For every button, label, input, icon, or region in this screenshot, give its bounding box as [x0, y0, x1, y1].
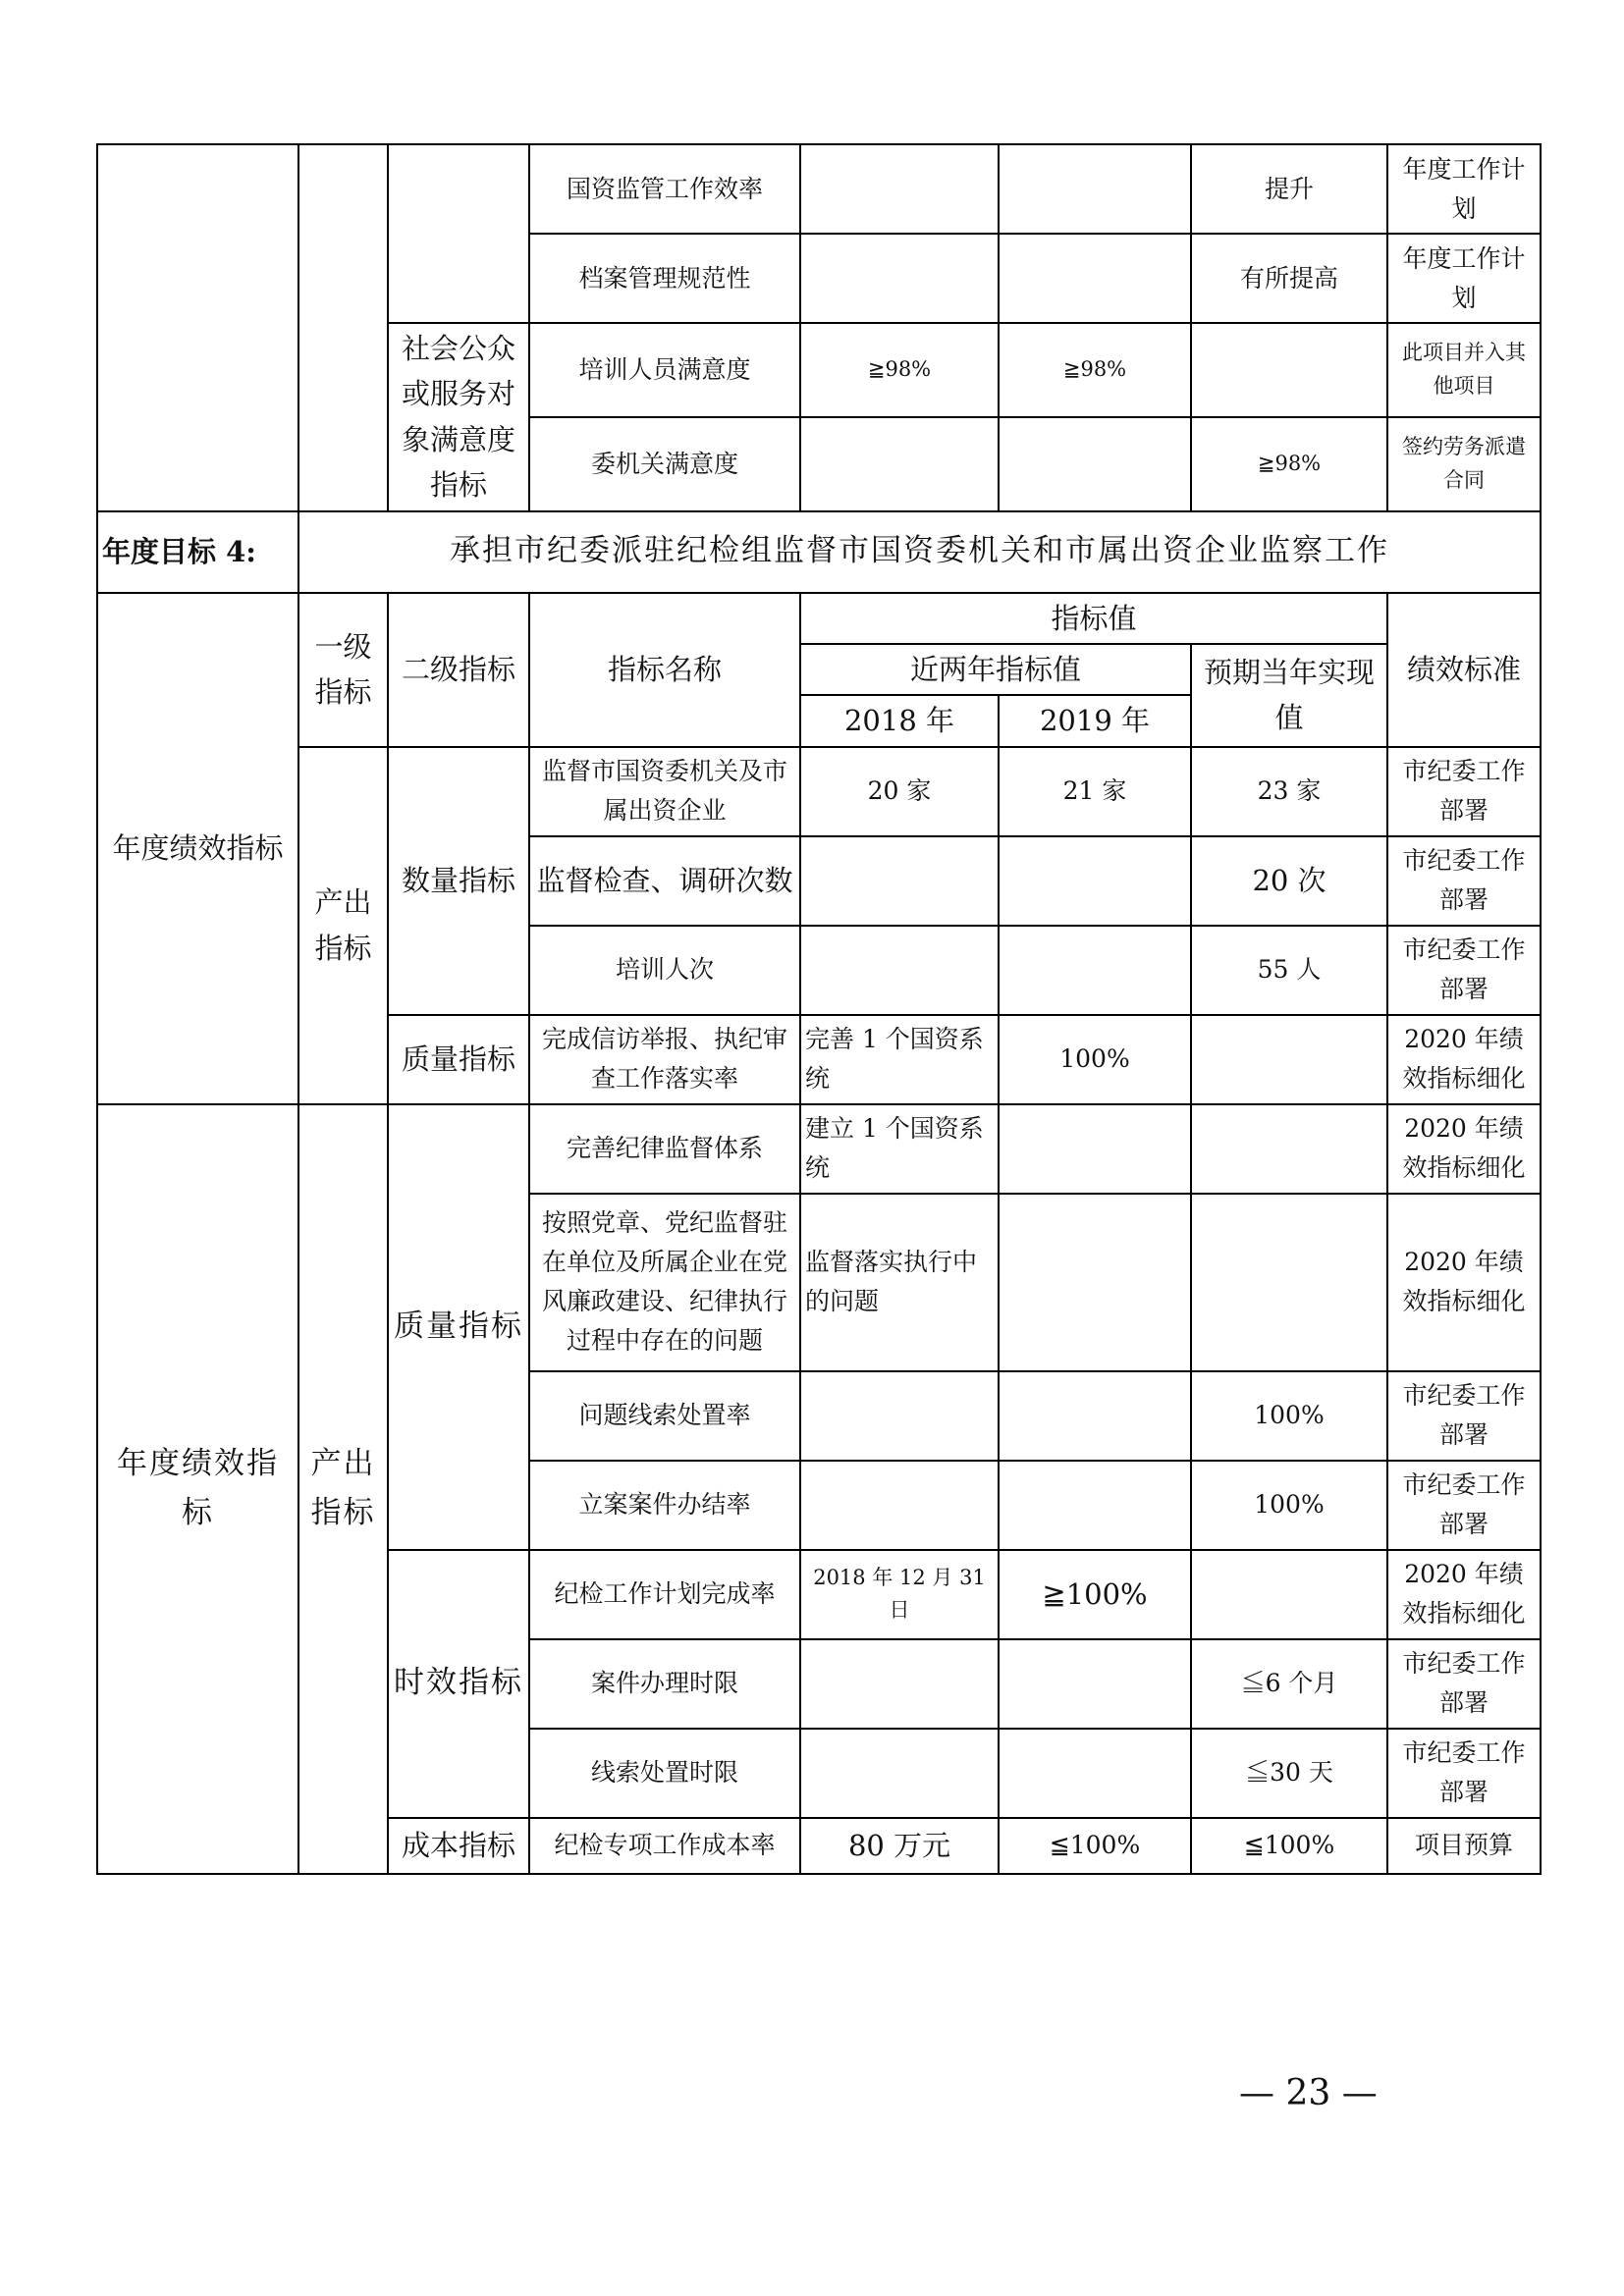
indicator-name: 委机关满意度 [529, 417, 800, 511]
empty-cell [298, 144, 388, 511]
level2-indicator: 数量指标 [388, 747, 529, 1015]
empty-cell [388, 144, 529, 323]
performance-standard: 市纪委工作部署 [1387, 926, 1541, 1015]
table-row [97, 144, 1541, 234]
value-2019 [999, 836, 1191, 926]
level1-indicator: 产出指标 [298, 747, 388, 1104]
header-level2: 二级指标 [388, 593, 529, 747]
table-row [97, 1104, 1541, 1194]
expected-value: 55 人 [1191, 926, 1387, 1015]
performance-standard: 此项目并入其他项目 [1387, 323, 1541, 417]
value-2019 [999, 1194, 1191, 1371]
expected-value [1191, 323, 1387, 417]
value-2018 [800, 417, 999, 511]
indicator-name: 纪检专项工作成本率 [529, 1818, 800, 1874]
expected-value: ≦6 个月 [1191, 1639, 1387, 1729]
performance-standard: 市纪委工作部署 [1387, 1639, 1541, 1729]
header-expected: 预期当年实现值 [1191, 644, 1387, 747]
group-label: 年度绩效指标 [97, 593, 298, 1104]
indicator-name: 监督市国资委机关及市属出资企业 [529, 747, 800, 836]
header-row [97, 593, 1541, 644]
performance-standard: 2020 年绩效指标细化 [1387, 1104, 1541, 1194]
value-2019: ≧100% [999, 1550, 1191, 1639]
indicator-name: 线索处置时限 [529, 1729, 800, 1818]
expected-value [1191, 1194, 1387, 1371]
value-2018 [800, 836, 999, 926]
value-2019 [999, 144, 1191, 234]
indicator-name: 案件办理时限 [529, 1639, 800, 1729]
value-2018 [800, 144, 999, 234]
performance-standard: 项目预算 [1387, 1818, 1541, 1874]
header-year-2018: 2018 年 [800, 695, 999, 746]
performance-standard: 2020 年绩效指标细化 [1387, 1194, 1541, 1371]
performance-standard: 市纪委工作部署 [1387, 1461, 1541, 1550]
indicator-name: 国资监管工作效率 [529, 144, 800, 234]
expected-value [1191, 1015, 1387, 1104]
indicator-name: 按照党章、党纪监督驻在单位及所属企业在党风廉政建设、纪律执行过程中存在的问题 [529, 1194, 800, 1371]
value-2019 [999, 1729, 1191, 1818]
value-2018: ≧98% [800, 323, 999, 417]
level1-indicator: 产出指标 [298, 1104, 388, 1874]
value-2019: 21 家 [999, 747, 1191, 836]
indicator-name: 问题线索处置率 [529, 1371, 800, 1461]
performance-standard: 年度工作计划 [1387, 144, 1541, 234]
page-number: — 23 — [1239, 2073, 1378, 2113]
performance-standard: 签约劳务派遣合同 [1387, 417, 1541, 511]
performance-standard: 市纪委工作部署 [1387, 747, 1541, 836]
performance-standard: 市纪委工作部署 [1387, 1371, 1541, 1461]
value-2018: 建立 1 个国资系统 [800, 1104, 999, 1194]
value-2019 [999, 926, 1191, 1015]
performance-standard: 市纪委工作部署 [1387, 1729, 1541, 1818]
goal-label: 年度目标 4: [97, 511, 298, 593]
expected-value: 100% [1191, 1461, 1387, 1550]
expected-value: ≦30 天 [1191, 1729, 1387, 1818]
level2-indicator: 质量指标 [388, 1015, 529, 1104]
value-2018 [800, 926, 999, 1015]
level2-indicator: 成本指标 [388, 1818, 529, 1874]
level2-indicator: 质量指标 [388, 1104, 529, 1550]
value-2018 [800, 1729, 999, 1818]
indicator-name: 档案管理规范性 [529, 234, 800, 323]
header-indicator-name: 指标名称 [529, 593, 800, 747]
value-2018 [800, 1639, 999, 1729]
indicator-name: 完善纪律监督体系 [529, 1104, 800, 1194]
expected-value: 20 次 [1191, 836, 1387, 926]
indicator-name: 纪检工作计划完成率 [529, 1550, 800, 1639]
value-2018 [800, 1371, 999, 1461]
table-row [97, 511, 1541, 593]
value-2018: 监督落实执行中的问题 [800, 1194, 999, 1371]
performance-indicator-table [96, 143, 1542, 1875]
empty-cell [97, 144, 298, 511]
header-year-2019: 2019 年 [999, 695, 1191, 746]
value-2019: ≧98% [999, 323, 1191, 417]
indicator-name: 监督检查、调研次数 [529, 836, 800, 926]
performance-standard: 年度工作计划 [1387, 234, 1541, 323]
value-2018 [800, 234, 999, 323]
expected-value: ≧98% [1191, 417, 1387, 511]
expected-value: 提升 [1191, 144, 1387, 234]
header-indicator-value: 指标值 [800, 593, 1387, 644]
indicator-name: 立案案件办结率 [529, 1461, 800, 1550]
goal-text: 承担市纪委派驻纪检组监督市国资委机关和市属出资企业监察工作 [298, 511, 1541, 593]
value-2019: ≦100% [999, 1818, 1191, 1874]
performance-standard: 2020 年绩效指标细化 [1387, 1550, 1541, 1639]
expected-value: ≦100% [1191, 1818, 1387, 1874]
level2-indicator: 时效指标 [388, 1550, 529, 1818]
performance-standard: 市纪委工作部署 [1387, 836, 1541, 926]
value-2019 [999, 234, 1191, 323]
value-2019 [999, 1371, 1191, 1461]
value-2018: 完善 1 个国资系统 [800, 1015, 999, 1104]
value-2018: 20 家 [800, 747, 999, 836]
expected-value [1191, 1104, 1387, 1194]
expected-value: 有所提高 [1191, 234, 1387, 323]
header-performance-standard: 绩效标准 [1387, 593, 1541, 747]
table-row [97, 747, 1541, 836]
performance-standard: 2020 年绩效指标细化 [1387, 1015, 1541, 1104]
value-2019 [999, 1461, 1191, 1550]
value-2018: 2018 年 12 月 31 日 [800, 1550, 999, 1639]
group-label: 年度绩效指标 [97, 1104, 298, 1874]
expected-value: 23 家 [1191, 747, 1387, 836]
value-2018: 80 万元 [800, 1818, 999, 1874]
indicator-name: 培训人员满意度 [529, 323, 800, 417]
value-2019 [999, 1104, 1191, 1194]
value-2019 [999, 1639, 1191, 1729]
value-2019 [999, 417, 1191, 511]
value-2019: 100% [999, 1015, 1191, 1104]
secondary-indicator-satisfaction: 社会公众或服务对象满意度指标 [388, 323, 529, 511]
header-recent-values: 近两年指标值 [800, 644, 1191, 695]
indicator-name: 培训人次 [529, 926, 800, 1015]
expected-value: 100% [1191, 1371, 1387, 1461]
header-level1: 一级指标 [298, 593, 388, 747]
value-2018 [800, 1461, 999, 1550]
indicator-name: 完成信访举报、执纪审查工作落实率 [529, 1015, 800, 1104]
expected-value [1191, 1550, 1387, 1639]
